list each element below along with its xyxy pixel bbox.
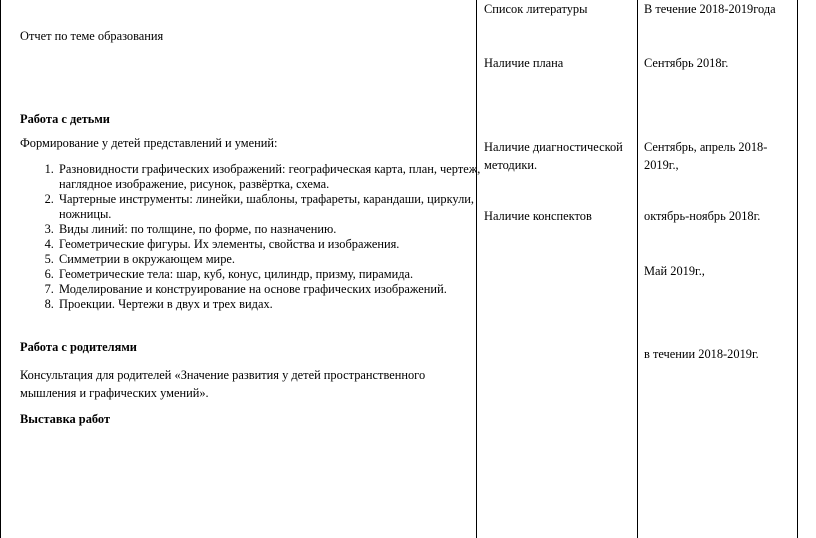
plan-presence: Наличие плана xyxy=(484,56,564,70)
report-topic: Отчет по теме образования xyxy=(20,29,164,43)
list-item: 4. Геометрические фигуры. Их элементы, свойства и изображения. xyxy=(57,237,497,252)
diagnostic-time: Сентябрь, апрель 2018-2019г., xyxy=(644,140,768,172)
literature-list: Список литературы xyxy=(484,2,588,16)
formation-text: Формирование у детей представлений и умений: xyxy=(20,136,278,150)
list-item: 2. Чартерные инструменты: линейки, шаблоны, трафареты, карандаши, циркули, ножницы. xyxy=(57,192,497,222)
notes-presence: Наличие конспектов xyxy=(484,209,592,223)
parents-heading: Работа с родителями xyxy=(20,340,137,354)
list-item: 5. Симметрии в окружающем мире. xyxy=(57,252,497,267)
diagnostic-method: Наличие диагностической методики. xyxy=(484,140,623,172)
plan-time: Сентябрь 2018г. xyxy=(644,56,729,70)
literature-time: В течение 2018-2019года xyxy=(644,2,776,16)
notes-time: октябрь-ноябрь 2018г. xyxy=(644,209,761,223)
list-item: 8. Проекции. Чертежи в двух и трех видах. xyxy=(57,297,497,312)
list-item: 3. Виды линий: по толщине, по форме, по назначению. xyxy=(57,222,497,237)
topics-list xyxy=(20,162,497,312)
may-time: Май 2019г., xyxy=(644,264,705,278)
list-item: 6. Геометрические тела: шар, куб, конус, цилиндр, призму, пирамида. xyxy=(57,267,497,282)
table-border-right xyxy=(797,0,798,538)
list-item: 7. Моделирование и конструирование на основе графических изображений. xyxy=(57,282,497,297)
list-item: 1. Разновидности графических изображений: географическая карта, план, чертеж, наглядное изображение, рисунок, развёртка, схема. xyxy=(57,162,497,192)
parents-time: в течении 2018-2019г. xyxy=(644,347,759,361)
table-border-left xyxy=(0,0,1,538)
children-heading: Работа с детьми xyxy=(20,112,110,126)
table-border-col3 xyxy=(637,0,638,538)
consultation-text: Консультация для родителей «Значение развития у детей пространственного мышления и графических умений». xyxy=(20,368,426,400)
exhibition-heading: Выставка работ xyxy=(20,412,111,426)
